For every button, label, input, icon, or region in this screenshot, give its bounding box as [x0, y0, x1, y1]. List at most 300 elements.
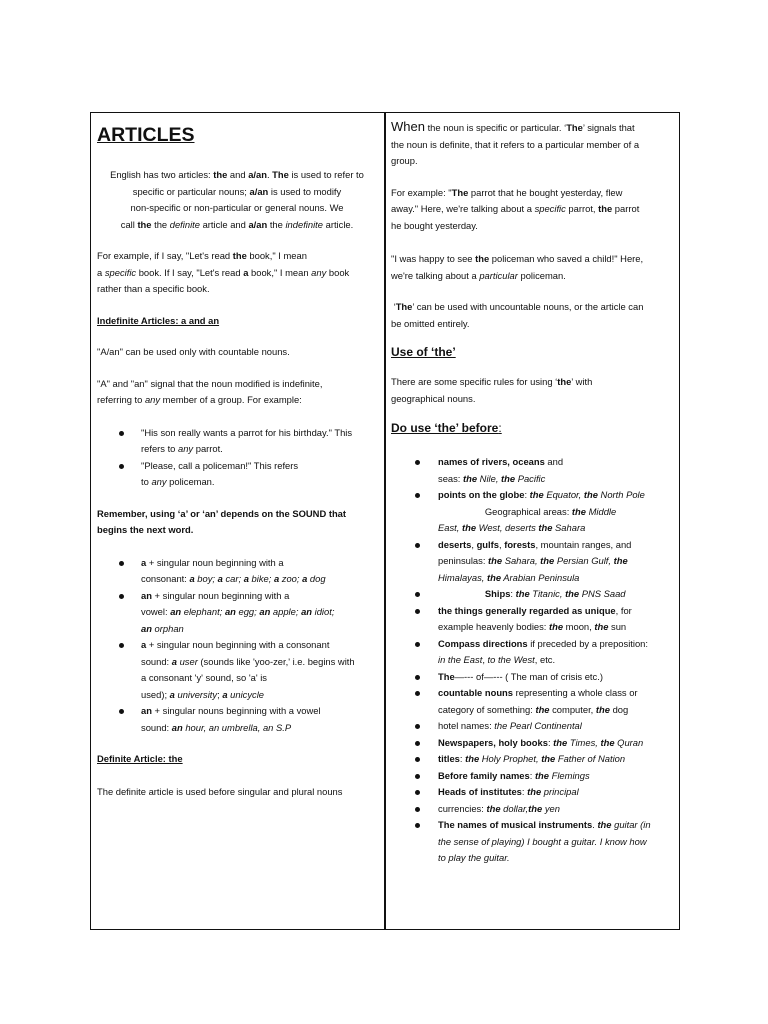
- text-run: any: [144, 394, 161, 405]
- text-run: titles: [438, 753, 460, 764]
- text-run: sound:: [141, 655, 172, 667]
- text-run: The: [566, 122, 583, 133]
- text-line: [97, 217, 377, 234]
- text-run: Nile,: [477, 472, 502, 484]
- text-run: group.: [391, 155, 418, 166]
- example-paragraph: [97, 248, 377, 298]
- text-line: [97, 376, 377, 393]
- text-line: [438, 619, 675, 636]
- bullet-icon: [119, 561, 124, 566]
- text-line: [391, 316, 675, 333]
- text-run: the: [267, 218, 286, 230]
- text-line: [438, 784, 675, 801]
- text-run: to the West: [487, 654, 535, 665]
- text-run: dollar,: [500, 802, 529, 814]
- text-run: begins the next word.: [97, 524, 194, 535]
- text-run: ,: [482, 654, 488, 665]
- text-run: The definite article is used before singular and plural nouns: [97, 785, 343, 797]
- text-run: a: [243, 266, 249, 278]
- text-run: the: [151, 218, 170, 230]
- text-line: [391, 299, 675, 316]
- text-run: .: [266, 169, 273, 180]
- text-run: parrot that he bought yesterday, flew: [468, 186, 623, 198]
- text-run: if preceded by a preposition:: [527, 637, 648, 649]
- text-line: [97, 784, 377, 801]
- text-run: moon,: [563, 621, 595, 632]
- text-run: unicycle: [227, 688, 265, 700]
- text-run: the: [461, 522, 477, 533]
- text-run: an: [141, 589, 152, 601]
- text-line: [438, 454, 675, 471]
- bullet-icon: [415, 774, 420, 779]
- list-item: [97, 458, 377, 491]
- bullet-icon: [415, 807, 420, 812]
- sound-list: [97, 555, 377, 737]
- text-run: a: [141, 556, 147, 568]
- text-line: [97, 265, 377, 282]
- text-line: [438, 850, 675, 867]
- text-run: any: [178, 443, 194, 454]
- text-run: the: [535, 703, 550, 715]
- text-line: [141, 720, 377, 737]
- text-run: West, deserts: [476, 522, 539, 533]
- text-line: [391, 218, 675, 235]
- text-run: the: [597, 819, 612, 830]
- text-run: Remember, using ‘a’ or ‘an’ depends on the SOUND that: [97, 507, 347, 519]
- text-line: [438, 520, 675, 537]
- bullet-icon: [119, 431, 124, 436]
- list-item: [391, 454, 675, 487]
- text-run: Holy Prophet,: [479, 753, 542, 764]
- text-run: parrot: [612, 203, 640, 214]
- text-run: "Please, call a policeman!" This refers: [141, 459, 299, 471]
- left-column: [97, 113, 377, 800]
- text-run: to: [141, 476, 152, 487]
- definite-heading: Definite Article: the: [97, 753, 183, 764]
- text-run: he bought yesterday.: [391, 219, 478, 231]
- text-run: the: [232, 250, 247, 261]
- articles-sheet: [90, 112, 680, 930]
- text-run: Times,: [567, 736, 601, 748]
- text-line: [438, 768, 675, 785]
- text-line: [438, 537, 675, 554]
- text-run: PNS Saad: [579, 588, 626, 599]
- text-run: boy;: [194, 573, 218, 584]
- column-divider: [384, 113, 386, 929]
- text-line: [438, 570, 675, 587]
- text-run: Equator,: [543, 489, 584, 500]
- text-line: [141, 670, 377, 687]
- text-run: idiot;: [312, 606, 335, 617]
- text-run: definite: [169, 218, 200, 230]
- text-line: [141, 654, 377, 671]
- text-run: the: [486, 802, 501, 814]
- list-item: [391, 751, 675, 768]
- text-run: car;: [222, 573, 244, 584]
- text-run: in the East: [438, 654, 483, 665]
- text-run: a: [302, 573, 308, 584]
- text-run: The names of musical instruments: [438, 819, 593, 830]
- text-run: , mountain ranges, and: [535, 538, 632, 550]
- text-run: away." Here, we're talking about a: [391, 203, 535, 214]
- bullet-icon: [415, 823, 420, 828]
- text-run: a: [189, 573, 195, 584]
- text-run: specific or particular nouns;: [132, 185, 250, 197]
- text-run: Compass directions: [438, 637, 528, 649]
- text-run: member of a group. For example:: [160, 394, 302, 405]
- text-run: an: [171, 721, 183, 733]
- text-run: an: [141, 705, 152, 716]
- list-item: [391, 685, 675, 718]
- text-run: The: [272, 169, 289, 180]
- text-run: ,: [498, 538, 505, 550]
- text-run: bike;: [248, 573, 274, 584]
- text-run: [438, 588, 485, 599]
- text-run: the: [594, 621, 609, 632]
- parrot-paragraph: [391, 185, 675, 235]
- text-run: example heavenly bodies:: [438, 621, 550, 632]
- text-run: any: [311, 266, 327, 278]
- text-run: used);: [141, 688, 170, 700]
- text-line: [438, 652, 675, 669]
- text-run: a consonant 'y' sound, so 'a' is: [141, 672, 267, 683]
- text-run: is used to refer to: [288, 169, 364, 180]
- text-line: [438, 735, 675, 752]
- text-run: ’ can be used with uncountable nouns, or the article can: [412, 301, 644, 312]
- text-line: [391, 119, 675, 137]
- text-run: the: [553, 736, 568, 748]
- bullet-icon: [415, 741, 420, 746]
- bullet-icon: [415, 675, 420, 680]
- text-line: [391, 268, 675, 285]
- list-item: [391, 669, 675, 686]
- text-run: the: [529, 489, 544, 500]
- text-line: [438, 702, 675, 719]
- text-run: to play the guitar.: [438, 852, 510, 863]
- text-run: policeman who saved a child!" Here,: [489, 253, 644, 264]
- text-run: dog: [307, 573, 326, 584]
- text-line: [141, 474, 377, 491]
- text-run: the: [515, 588, 530, 599]
- text-run: :: [524, 489, 530, 500]
- text-run: North Pole: [597, 489, 645, 500]
- text-run: + singular noun beginning with a: [146, 556, 284, 568]
- text-run: book. If I say, "Let's read: [136, 266, 244, 278]
- text-run: the: [541, 753, 556, 764]
- text-run: the: [571, 505, 586, 517]
- text-run: parrot,: [565, 203, 599, 214]
- text-run: and: [544, 456, 564, 467]
- text-run: Sahara,: [502, 555, 541, 566]
- text-run: egg;: [235, 606, 260, 617]
- text-run: currencies:: [438, 802, 487, 814]
- text-line: [438, 504, 675, 521]
- text-run: "A" and "an" signal that the noun modified is indefinite,: [97, 377, 323, 389]
- text-run: the sense of playing) I bought a guitar. I know how: [438, 835, 647, 847]
- text-run: representing a whole class or: [513, 687, 638, 698]
- remember-paragraph: [97, 506, 377, 539]
- list-item: [97, 588, 377, 638]
- text-run: yen: [542, 802, 560, 814]
- text-run: elephant;: [181, 606, 225, 617]
- text-run: policeman.: [166, 476, 215, 487]
- text-run: geographical nouns.: [391, 392, 476, 404]
- text-run: the Pearl Continental: [494, 720, 582, 731]
- text-run: Father of Nation: [555, 753, 626, 764]
- text-line: [438, 487, 675, 504]
- examples-list: [97, 425, 377, 491]
- text-run: + singular nouns beginning with a vowel: [151, 705, 321, 716]
- text-line: [438, 751, 675, 768]
- do-use-the-heading-colon: :: [498, 421, 502, 435]
- text-run: a: [97, 266, 105, 278]
- text-run: names of rivers, oceans: [438, 456, 545, 467]
- text-run: refers to: [141, 443, 178, 454]
- text-run: Pacific: [515, 472, 546, 484]
- text-run: , for: [615, 604, 632, 616]
- text-run: sound:: [141, 721, 172, 733]
- text-run: an: [141, 622, 152, 634]
- bullet-icon: [119, 643, 124, 648]
- bullet-icon: [415, 691, 420, 696]
- text-run: the: [583, 489, 598, 500]
- text-run: the: [137, 218, 152, 230]
- text-line: [438, 718, 675, 735]
- list-item: [97, 703, 377, 736]
- text-run: an: [259, 606, 271, 617]
- text-run: policeman.: [517, 269, 566, 281]
- definite-paragraph: [97, 784, 377, 801]
- text-run: —--- of—--- ( The man of crisis etc.): [454, 670, 603, 682]
- text-run: hotel names:: [438, 720, 495, 731]
- text-line: [438, 636, 675, 653]
- text-run: English has two articles:: [110, 169, 214, 180]
- list-item: [391, 801, 675, 818]
- text-line: [391, 153, 675, 170]
- list-item: [97, 425, 377, 458]
- text-run: we're talking about a: [391, 269, 480, 281]
- text-run: For example: ": [391, 186, 452, 198]
- text-line: [141, 458, 377, 475]
- text-run: the noun is specific or particular. ‘: [424, 122, 567, 133]
- text-run: ;: [217, 688, 223, 700]
- text-line: [141, 687, 377, 704]
- text-run: deserts: [438, 538, 472, 550]
- text-run: gulfs: [476, 538, 499, 550]
- text-line: [97, 167, 377, 184]
- text-run: For example, if I say, "Let's read: [97, 250, 233, 261]
- text-run: category of something:: [438, 703, 536, 715]
- list-item: [97, 637, 377, 703]
- text-run: the noun is definite, that it refers to a particular member of a: [391, 138, 640, 150]
- text-run: ‘: [391, 301, 396, 312]
- bullet-icon: [415, 592, 420, 597]
- text-run: guitar (in: [611, 819, 651, 830]
- text-line: [391, 391, 675, 408]
- text-run: book: [326, 266, 350, 278]
- text-run: be omitted entirely.: [391, 317, 470, 329]
- bullet-icon: [415, 460, 420, 465]
- page-title: ARTICLES: [97, 124, 195, 146]
- text-run: the: [488, 555, 503, 566]
- text-line: [438, 586, 675, 603]
- text-run: the: [557, 376, 572, 387]
- text-line: [391, 251, 675, 268]
- text-line: [141, 703, 377, 720]
- list-item: [391, 586, 675, 603]
- text-run: Before family names: [438, 769, 530, 781]
- text-run: specific: [534, 203, 566, 214]
- text-run: Sahara: [552, 522, 586, 533]
- text-line: [438, 669, 675, 686]
- text-run: ’ signals that: [582, 122, 635, 133]
- text-run: the: [540, 555, 555, 566]
- text-line: [97, 522, 377, 539]
- text-run: the: [463, 472, 478, 484]
- text-run: the: [475, 253, 490, 264]
- text-line: [391, 137, 675, 154]
- use-of-the-heading: Use of ‘the’: [391, 345, 456, 359]
- right-column: [391, 113, 675, 867]
- indefinite-heading: Indefinite Articles: a and an: [97, 314, 220, 326]
- text-run: the: [538, 522, 553, 533]
- bullet-icon: [415, 724, 420, 729]
- text-line: [141, 637, 377, 654]
- text-run: :: [529, 769, 535, 781]
- text-line: [141, 441, 377, 458]
- countable-paragraph: [97, 344, 377, 361]
- text-run: , etc.: [534, 654, 556, 665]
- text-run: user: [176, 655, 198, 667]
- text-run: seas:: [438, 472, 464, 484]
- bullet-icon: [415, 642, 420, 647]
- text-line: [141, 555, 377, 572]
- text-run: countable nouns: [438, 687, 513, 698]
- text-run: any: [151, 476, 167, 487]
- bullet-icon: [415, 543, 420, 548]
- text-run: Newspapers, holy books: [438, 736, 548, 748]
- text-run: a: [171, 655, 177, 667]
- text-run: :: [521, 786, 528, 797]
- text-line: [97, 281, 377, 298]
- text-run: the: [213, 169, 228, 180]
- rules-paragraph: [391, 374, 675, 407]
- list-item: [391, 784, 675, 801]
- text-run: hour, an umbrella, an S.P: [182, 721, 292, 733]
- text-run: computer,: [549, 703, 596, 715]
- text-run: :: [510, 588, 516, 599]
- text-line: [97, 248, 377, 265]
- bullet-icon: [415, 609, 420, 614]
- text-run: dog: [609, 703, 629, 715]
- text-run: The: [438, 670, 455, 682]
- bullet-icon: [119, 464, 124, 469]
- text-run: consonant:: [141, 573, 190, 584]
- text-run: forests: [504, 538, 536, 550]
- text-run: "A/an" can be used only with countable nouns.: [97, 346, 290, 357]
- text-run: a: [141, 639, 147, 650]
- text-run: a: [273, 573, 280, 584]
- list-item: [391, 636, 675, 669]
- list-item: [391, 735, 675, 752]
- text-line: [391, 374, 675, 391]
- text-line: [438, 603, 675, 620]
- text-run: East,: [438, 522, 462, 533]
- text-run: :: [547, 736, 554, 748]
- text-line: [391, 185, 675, 202]
- text-run: an: [170, 606, 182, 617]
- text-run: the: [565, 588, 580, 599]
- text-run: a/an: [248, 169, 267, 180]
- list-item: [391, 603, 675, 636]
- text-run: the: [549, 621, 564, 632]
- text-run: a/an: [248, 218, 268, 230]
- text-run: Titanic,: [529, 588, 566, 599]
- text-run: and: [227, 169, 249, 180]
- list-item: [391, 817, 675, 867]
- text-run: Middle: [585, 505, 617, 517]
- text-run: ,: [471, 538, 477, 550]
- text-line: [141, 588, 377, 605]
- text-run: When: [391, 119, 425, 134]
- text-run: "His son really wants a parrot for his birthday." This: [141, 426, 353, 438]
- uncountable-paragraph: [391, 299, 675, 332]
- text-run: the: [486, 571, 502, 583]
- list-item: [391, 487, 675, 537]
- text-run: the: [598, 203, 613, 214]
- text-run: specific: [104, 266, 137, 278]
- text-run: a: [217, 573, 223, 584]
- text-run: Ships: [484, 588, 511, 599]
- text-run: a: [169, 688, 175, 700]
- text-run: an: [301, 606, 313, 617]
- text-run: Persian Gulf,: [554, 555, 614, 566]
- text-run: Geographical areas:: [438, 505, 572, 517]
- text-run: call: [120, 218, 138, 230]
- do-use-the-list: [391, 454, 675, 867]
- text-run: apple;: [270, 606, 302, 617]
- text-line: [438, 553, 675, 570]
- text-run: :: [459, 753, 466, 764]
- list-item: [97, 555, 377, 588]
- text-run: referring to: [97, 394, 145, 405]
- text-run: the: [595, 703, 610, 715]
- text-run: ’ with: [571, 376, 593, 387]
- text-run: a: [222, 688, 228, 700]
- text-line: [438, 834, 675, 851]
- text-run: principal: [541, 786, 579, 797]
- text-run: article.: [323, 218, 354, 230]
- text-line: [141, 571, 377, 588]
- text-line: [438, 685, 675, 702]
- text-line: [97, 344, 377, 361]
- bullet-icon: [415, 790, 420, 795]
- text-line: [438, 801, 675, 818]
- text-run: Quran: [614, 736, 644, 748]
- bullet-icon: [119, 709, 124, 714]
- bullet-icon: [415, 493, 420, 498]
- text-run: university: [174, 688, 218, 700]
- text-run: particular: [479, 269, 518, 281]
- text-run: the: [600, 736, 615, 748]
- text-line: [438, 471, 675, 488]
- text-line: [97, 184, 377, 201]
- list-item: [391, 718, 675, 735]
- text-line: [97, 506, 377, 523]
- text-line: [97, 392, 377, 409]
- signal-paragraph: [97, 376, 377, 409]
- text-run: "I was happy to see: [391, 253, 476, 264]
